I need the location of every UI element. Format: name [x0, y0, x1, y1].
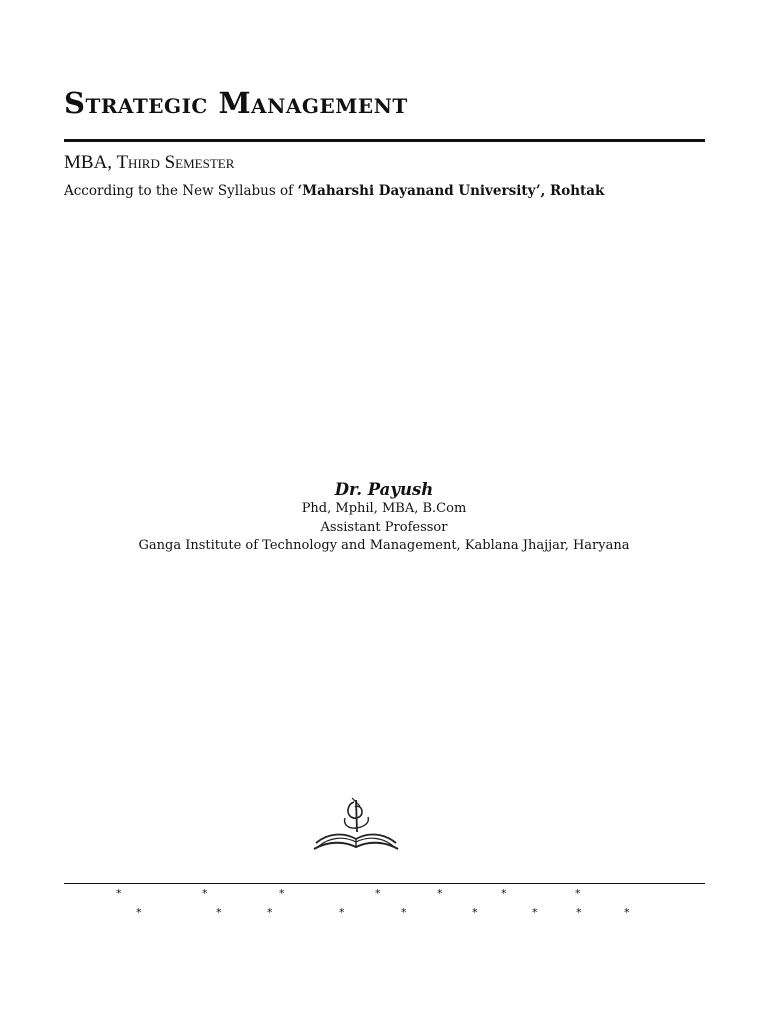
star-decoration-glyph: * — [339, 906, 345, 919]
star-decoration-glyph: * — [375, 887, 381, 900]
university-name: ‘Maharshi Dayanand University’, Rohtak — [297, 183, 605, 199]
star-decoration-glyph: * — [279, 887, 285, 900]
star-decoration-glyph: * — [501, 887, 507, 900]
open-book-logo-icon — [312, 796, 400, 852]
star-decoration-glyph: * — [267, 906, 273, 919]
syllabus-line — [64, 183, 604, 199]
star-decoration-glyph: * — [532, 906, 538, 919]
star-decoration-glyph: * — [624, 906, 630, 919]
star-decoration-glyph: * — [116, 887, 122, 900]
star-decoration-glyph: * — [401, 906, 407, 919]
course-subtitle: MBA, Third Semester — [64, 152, 235, 173]
author-institute: Ganga Institute of Technology and Management, Kablana Jhajjar, Haryana — [138, 538, 630, 553]
star-decoration-glyph: * — [437, 887, 443, 900]
book-title: Strategic Management — [64, 86, 408, 120]
author-qualifications: Phd, Mphil, MBA, B.Com — [301, 501, 467, 516]
star-decoration-glyph: * — [575, 887, 581, 900]
syllabus-prefix: According to the New Syllabus of — [64, 183, 298, 199]
star-decoration-glyph: * — [472, 906, 478, 919]
star-decoration-glyph: * — [576, 906, 582, 919]
author-name: Dr. Payush — [334, 480, 434, 499]
title-divider — [64, 139, 705, 142]
bottom-divider — [64, 883, 705, 884]
star-decoration-glyph: * — [136, 906, 142, 919]
star-decoration-glyph: * — [216, 906, 222, 919]
star-decoration-glyph: * — [202, 887, 208, 900]
author-position: Assistant Professor — [320, 519, 448, 535]
author-block — [0, 480, 768, 556]
